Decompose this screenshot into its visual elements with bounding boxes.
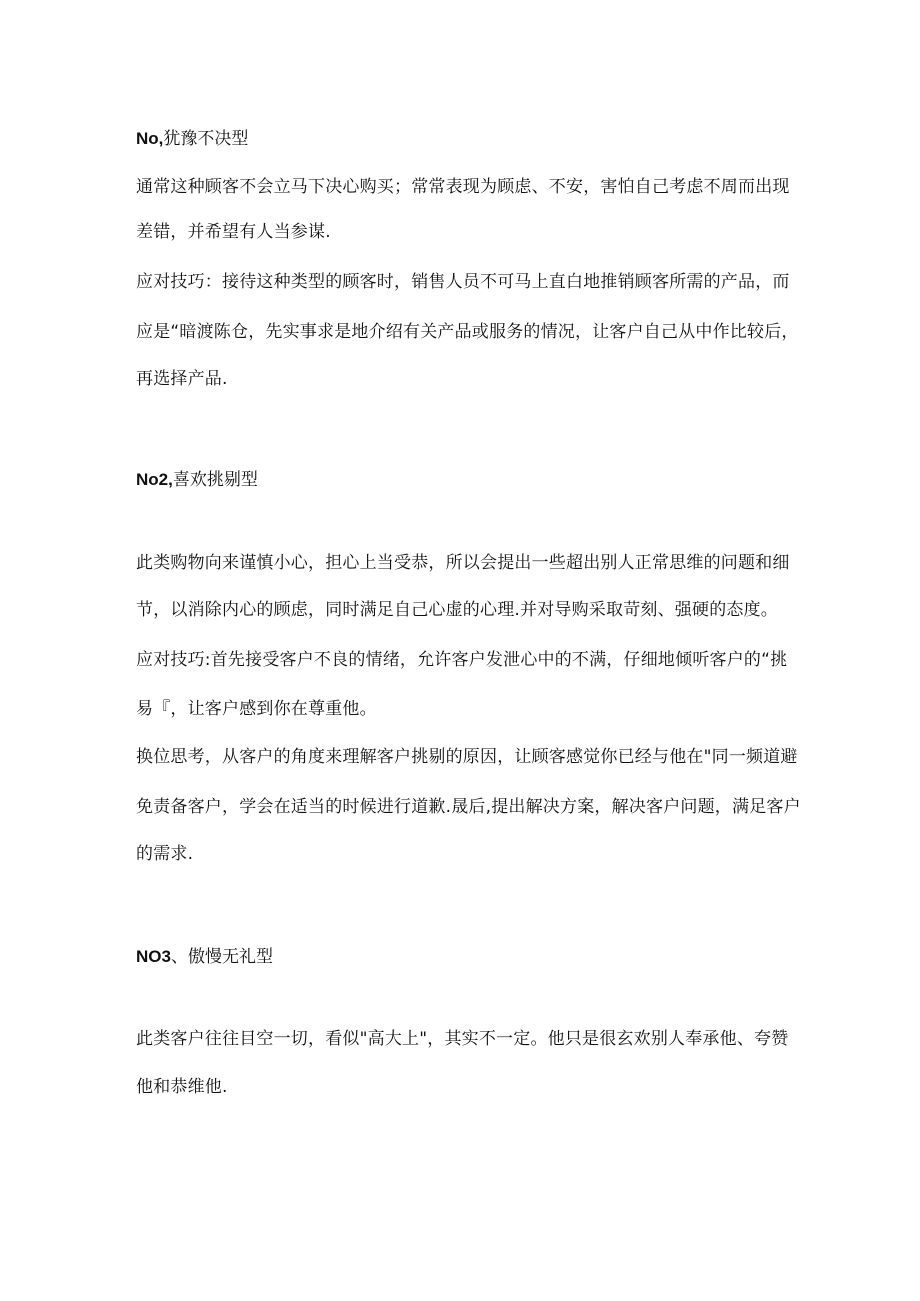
paragraph-line: 此类客户往往目空一切，看似"高大上"，其实不一定。他只是很玄欢别人奉承他、夸赞: [136, 1029, 789, 1049]
section-1-title: 犹豫不决型: [163, 129, 249, 149]
paragraph-line: 换位思考，从客户的角度来理解客户挑剔的原因，让顾客感觉你已经与他在"同一频道避: [136, 747, 798, 767]
paragraph-line: 的需求.: [136, 844, 194, 864]
paragraph-line: 免责备客户，学会在适当的时候进行道歉.晟后,提出解决方案，解决客户问题，满足客户: [136, 797, 801, 817]
section-2-heading: [136, 468, 258, 492]
paragraph-line: 他和恭维他.: [136, 1077, 228, 1097]
paragraph-line: 应是“暗渡陈仓，先实事求是地介绍有关产品或服务的情况，让客户自己从中作比较后，: [136, 322, 799, 342]
section-2-title: 喜欢挑剔型: [172, 470, 258, 490]
paragraph-line: 差错，并希望有人当参谋.: [136, 222, 331, 242]
paragraph-line: 应对技巧：接待这种类型的顾客时，销售人员不可马上直白地推销顾客所需的产品，而: [136, 272, 790, 292]
paragraph-line: 易『，让客户感到你在尊重他。: [136, 699, 377, 719]
section-1-heading: [136, 127, 248, 151]
paragraph-line: 通常这种顾客不会立马下决心购买；常常表现为顾虑、不安，害怕自己考虑不周而出现: [136, 177, 790, 197]
section-3-heading: [136, 945, 273, 969]
paragraph-line: 再选择产品.: [136, 369, 228, 389]
paragraph-line: 节，以消除内心的顾虑，同时满足自己心虚的心理.并对导购采取苛刻、强硬的态度。: [136, 600, 779, 620]
paragraph-line: 应对技巧:首先接受客户不良的情绪，允许客户发泄心中的不满，仔细地倾听客户的“挑: [136, 650, 788, 670]
section-3-title: 、傲慢无礼型: [170, 947, 273, 967]
section-1-number: No,: [136, 129, 164, 148]
section-2-number: No2,: [136, 470, 173, 489]
paragraph-line: 此类购物向来谨慎小心，担心上当受恭，所以会提出一些超出别人正常思维的问题和细: [136, 553, 790, 573]
section-3-number: NO3: [136, 947, 171, 966]
